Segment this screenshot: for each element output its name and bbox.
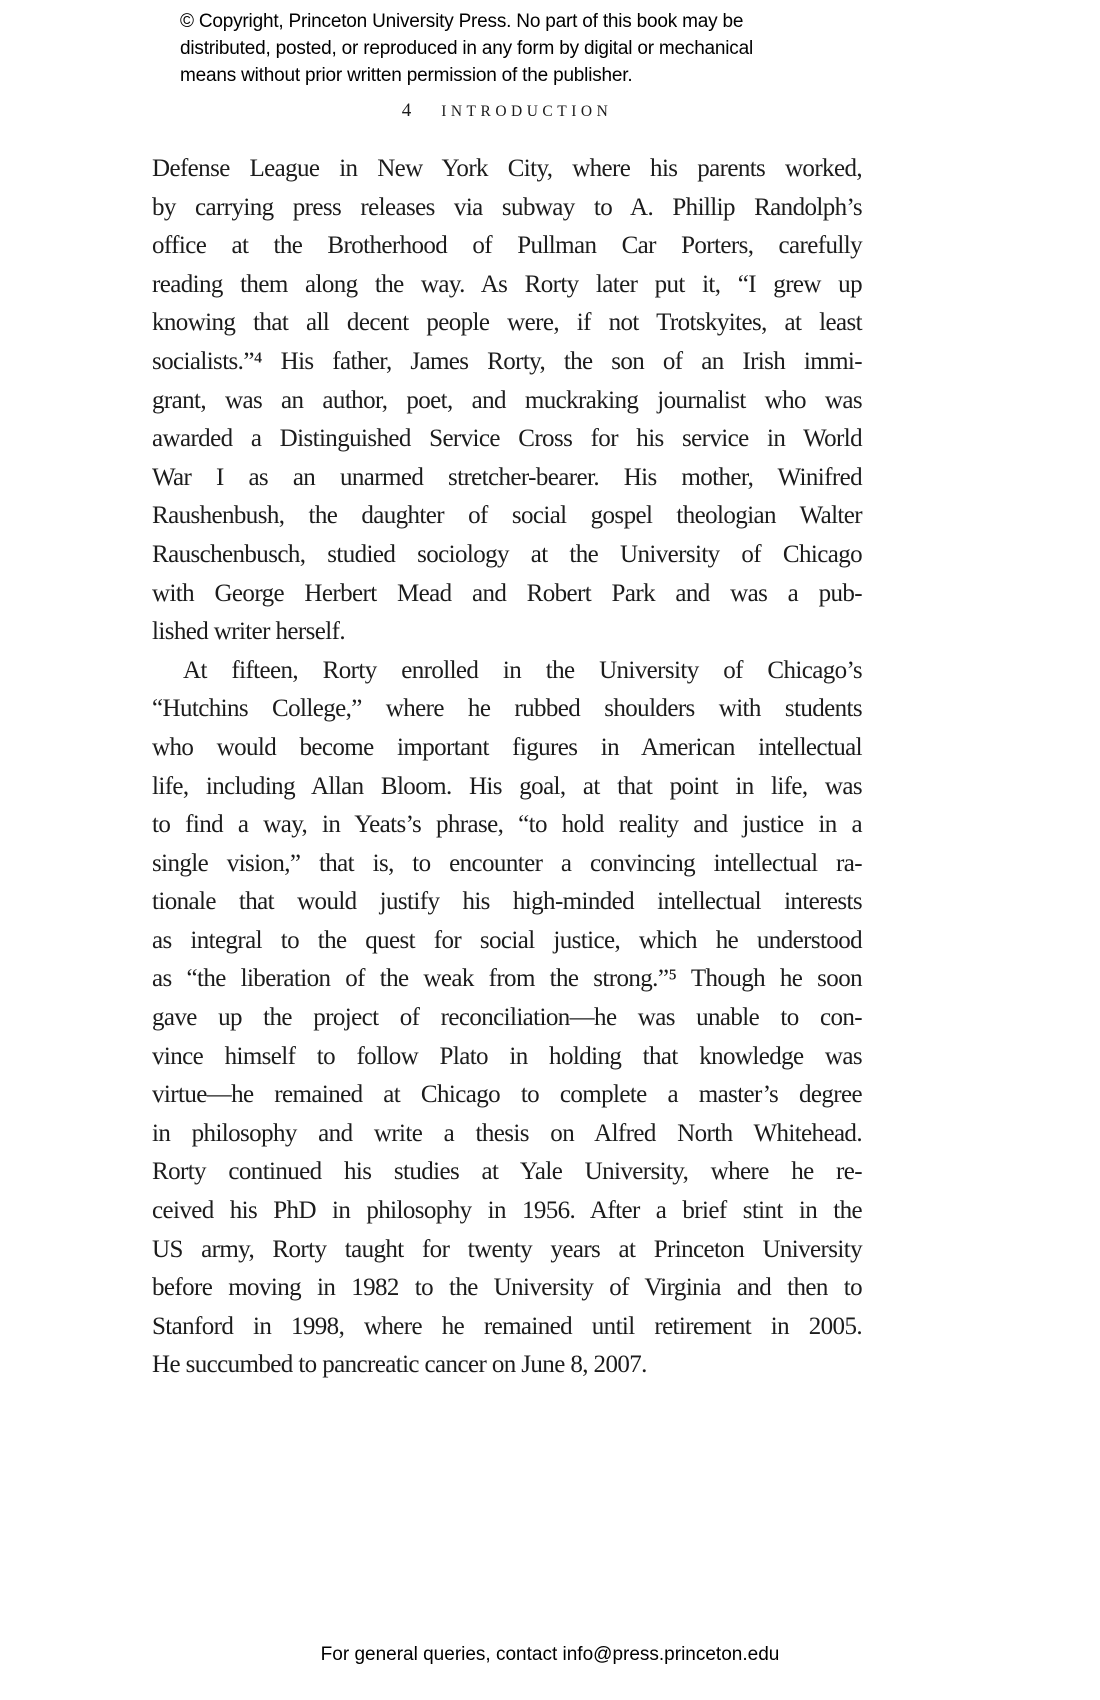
- text-line: life, including Allan Bloom. His goal, at that point in life, was: [152, 772, 862, 800]
- paragraph-2: [152, 652, 862, 1385]
- text-line: Rauschenbusch, studied sociology at the University of Chicago: [152, 540, 862, 568]
- text-line: He succumbed to pancreatic cancer on June 8, 2007.: [152, 1351, 647, 1379]
- text-line: virtue—he remained at Chicago to complete a master’s degree: [152, 1081, 862, 1109]
- text-line: tionale that would justify his high-minded intellectual interests: [152, 888, 862, 916]
- text-line: with George Herbert Mead and Robert Park and was a pub-: [152, 579, 862, 607]
- text-line: War I as an unarmed stretcher-bearer. His mother, Winifred: [152, 463, 862, 491]
- text-line: as integral to the quest for social justice, which he understood: [152, 926, 862, 954]
- text-line: Rorty continued his studies at Yale University, where he re-: [152, 1158, 862, 1186]
- text-line: grant, was an author, poet, and muckraking journalist who was: [152, 386, 862, 414]
- text-line: single vision,” that is, to encounter a convincing intellectual ra-: [152, 849, 862, 877]
- text-line: distributed, posted, or reproduced in any form by digital or mechanical: [180, 38, 754, 59]
- text-line: who would become important figures in American intellectual: [152, 733, 862, 761]
- running-header: [152, 100, 862, 122]
- text-line: Defense League in New York City, where his parents worked,: [152, 155, 862, 182]
- text-line: US army, Rorty taught for twenty years at Princeton University: [152, 1235, 862, 1263]
- chapter-title: INTRODUCTION: [441, 103, 613, 120]
- page-footer: [0, 1644, 1100, 1666]
- text-line: gave up the project of reconciliation—he was unable to con-: [152, 1004, 862, 1032]
- text-line: as “the liberation of the weak from the strong.”⁵ Though he soon: [152, 965, 862, 993]
- text-line: ceived his PhD in philosophy in 1956. After a brief stint in the: [152, 1197, 862, 1225]
- text-line: means without prior written permission of the publisher.: [180, 65, 633, 86]
- text-line: office at the Brotherhood of Pullman Car Porters, carefully: [152, 232, 862, 260]
- text-line: awarded a Distinguished Service Cross for his service in World: [152, 425, 862, 453]
- text-line: lished writer herself.: [152, 618, 345, 646]
- page-number: 4: [401, 100, 412, 121]
- text-line: to find a way, in Yeats’s phrase, “to hold reality and justice in a: [152, 811, 862, 839]
- paragraph-1: [152, 150, 862, 652]
- copyright-notice: [180, 8, 900, 89]
- text-line: knowing that all decent people were, if not Trotskyites, at least: [152, 309, 862, 337]
- text-line: socialists.”⁴ His father, James Rorty, the son of an Irish immi-: [152, 347, 862, 375]
- text-line: Stanford in 1998, where he remained until retirement in 2005.: [152, 1312, 862, 1340]
- text-line: reading them along the way. As Rorty later put it, “I grew up: [152, 270, 862, 298]
- text-line: in philosophy and write a thesis on Alfred North Whitehead.: [152, 1119, 862, 1147]
- text-line: “Hutchins College,” where he rubbed shoulders with students: [152, 695, 862, 723]
- text-line: © Copyright, Princeton University Press. No part of this book may be: [180, 11, 744, 32]
- text-line: At fifteen, Rorty enrolled in the University of Chicago’s: [183, 656, 862, 684]
- body-text: [152, 150, 862, 1385]
- text-line: by carrying press releases via subway to A. Phillip Randolph’s: [152, 193, 862, 221]
- text-line: before moving in 1982 to the University of Virginia and then to: [152, 1274, 862, 1302]
- text-line: Raushenbush, the daughter of social gospel theologian Walter: [152, 502, 862, 530]
- text-line: vince himself to follow Plato in holding that knowledge was: [152, 1042, 862, 1070]
- footer-contact: For general queries, contact info@press.princeton.edu: [320, 1644, 780, 1665]
